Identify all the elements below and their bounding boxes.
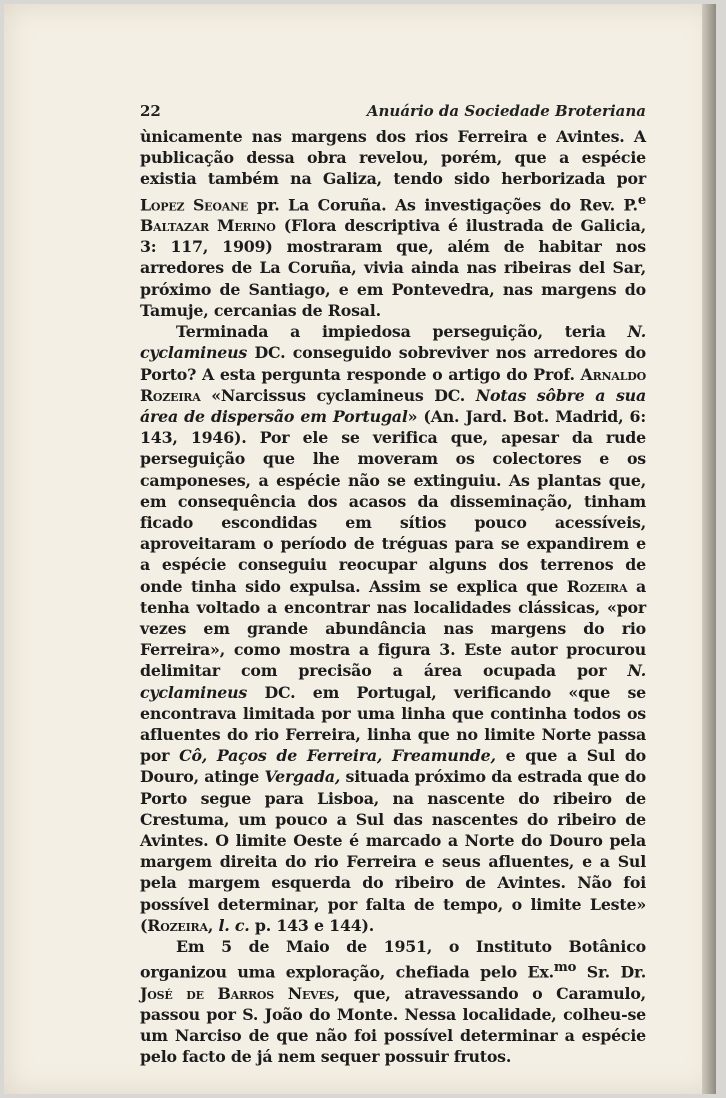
loc-cit: l. c. — [218, 915, 250, 935]
author-name: Rozeira, — [147, 915, 214, 935]
page-spine-shadow — [702, 4, 716, 1094]
article-title: Notas sôbre a sua área de dispersão em Portugal — [140, 385, 646, 426]
running-title: Anuário da Sociedade Broteriana — [366, 102, 646, 120]
paragraph-3: Em 5 de Maio de 1951, o Instituto Botânico organizou uma exploração, chefiada pelo Ex.$^{mo}$ Sr. Dr. José de Barros Neves, que, atravessando o Caramulo, passou por S. João do Monte. Nessa localidade, colheu-se um Narciso de que não foi possível determinar a espécie pelo facto de já nem sequer possuir frutos. — [140, 936, 647, 1067]
running-header — [140, 102, 646, 122]
author-name: Baltazar Merino — [140, 216, 276, 236]
page-number: 22 — [140, 102, 161, 120]
book-page — [4, 4, 716, 1094]
place-name: Vergada, — [264, 767, 341, 787]
place-names: Cô, Paços de Ferreira, Freamunde, — [179, 746, 496, 766]
species-name: N. cyclamineus — [140, 322, 646, 363]
paragraph-1: ùnicamente nas margens dos rios Ferreira e Avintes. A publicação dessa obra revelou, porém, que a espécie existia também na Galiza, tendo sido herborizada por Lopez Seoane pr. La Coruña. As investigações do Rev. P.$^e$ Baltazar Merino (Flora descriptiva é ilustrada de Galicia, 3: 117, 1909) mostraram que, além de habitar nos arredores de La Coruña, vivia ainda nas ribeiras del Sar, próximo de Santiago, e em Pontevedra, nas margens do Tamuje, cercanias de Rosal. — [140, 127, 647, 320]
author-name: Arnaldo Rozeira — [140, 364, 646, 405]
author-name: Rozeira — [566, 576, 628, 596]
species-name: N. cyclamineus — [140, 661, 646, 702]
author-name: José de Barros Neves, — [140, 983, 340, 1003]
body-text — [140, 126, 646, 1067]
paragraph-2: Terminada a impiedosa perseguição, teria N. cyclamineus DC. conseguido sobreviver nos arredores do Porto? A esta pergunta responde o artigo do Prof. Arnaldo Rozeira «Narcissus cyclamineus DC. Notas sôbre a sua área de dispersão em Portugal» (An. Jard. Bot. Madrid, 6: 143, 1946). Por ele se verifica que, apesar da rude perseguição que lhe moveram os colectores e os camponeses, a espécie não se extinguiu. As plantas que, em consequência dos acasos da disseminação, tinham ficado escondidas em sítios pouco acessíveis, aproveitaram o período de tréguas para se expandirem e a espécie conseguiu reocupar alguns dos terrenos de onde tinha sido expulsa. Assim se explica que Rozeira a tenha voltado a encontrar nas localidades clássicas, «por vezes em grande abundância nas margens do rio Ferreira», como mostra a figura 3. Este autor procurou delimitar com precisão a área ocupada por N. cyclamineus DC. em Portugal, verificando «que se encontrava limitada por uma linha que continha todos os afluentes do rio Ferreira, linha que no limite Norte passa por Cô, Paços de Ferreira, Freamunde, e que a Sul do Douro, atinge Vergada, situada próximo da estrada que do Porto segue para Lisboa, na nascente do ribeiro de Crestuma, um pouco a Sul das nascentes do ribeiro de Avintes. O limite Oeste é marcado a Norte do Douro pela margem direita do rio Ferreira e seus afluentes, e a Sul pela margem esquerda do ribeiro de Avintes. Não foi possível determinar, por falta de tempo, o limite Leste» (Rozeira, l. c. p. 143 e 144). — [140, 322, 646, 935]
author-name: Lopez Seoane — [140, 194, 249, 214]
